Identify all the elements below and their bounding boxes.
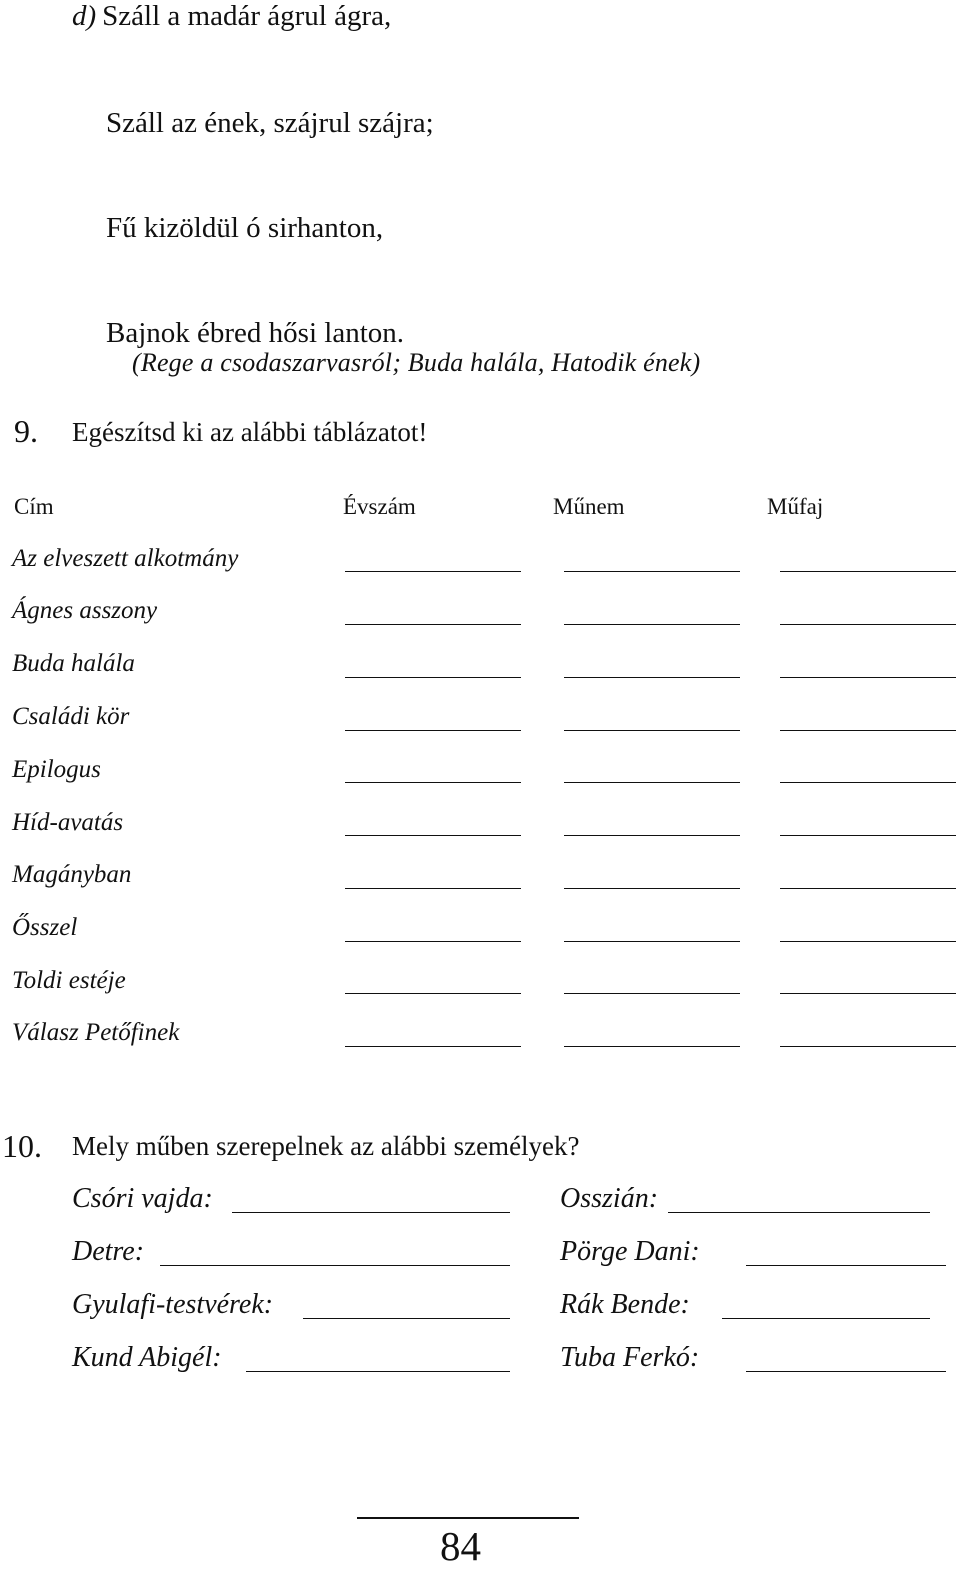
table-header-genre-class: Műnem — [553, 494, 625, 519]
exercise-9-instruction: Egészítsd ki az alábbi táblázatot! — [72, 417, 428, 447]
poem-label: d) — [72, 0, 97, 32]
genre-blank[interactable] — [780, 624, 956, 625]
work-answer-blank[interactable] — [668, 1212, 930, 1213]
table-row-title: Epilogus — [12, 756, 101, 783]
page-number: 84 — [440, 1523, 481, 1569]
table-row-title: Családi kör — [12, 703, 130, 730]
work-answer-blank[interactable] — [722, 1318, 930, 1319]
year-blank[interactable] — [345, 677, 521, 678]
genre-blank[interactable] — [780, 835, 956, 836]
year-blank[interactable] — [345, 888, 521, 889]
year-blank[interactable] — [345, 835, 521, 836]
poem-line-4: Bajnok ébred hősi lanton. — [106, 317, 405, 349]
character-label: Gyulafi-testvérek: — [72, 1289, 274, 1320]
work-answer-blank[interactable] — [746, 1265, 946, 1266]
genre-class-blank[interactable] — [564, 1046, 740, 1047]
character-label: Rák Bende: — [560, 1289, 690, 1320]
year-blank[interactable] — [345, 1046, 521, 1047]
genre-blank[interactable] — [780, 941, 956, 942]
year-blank[interactable] — [345, 941, 521, 942]
genre-blank[interactable] — [780, 993, 956, 994]
page-number-rule — [357, 1517, 579, 1519]
work-answer-blank[interactable] — [232, 1212, 510, 1213]
character-label: Csóri vajda: — [72, 1183, 213, 1214]
genre-class-blank[interactable] — [564, 993, 740, 994]
poem-line-1 — [72, 0, 391, 33]
table-row-title: Híd-avatás — [12, 809, 124, 836]
genre-blank[interactable] — [780, 782, 956, 783]
table-row-title: Válasz Petőfinek — [12, 1019, 180, 1046]
table-row-title: Buda halála — [12, 650, 135, 677]
character-label: Kund Abigél: — [72, 1342, 222, 1373]
year-blank[interactable] — [345, 730, 521, 731]
year-blank[interactable] — [345, 993, 521, 994]
genre-blank[interactable] — [780, 888, 956, 889]
genre-class-blank[interactable] — [564, 730, 740, 731]
poem-source: (Rege a csodaszarvasról; Buda halála, Hatodik ének) — [132, 348, 701, 377]
genre-blank[interactable] — [780, 730, 956, 731]
table-row-title: Toldi estéje — [12, 967, 126, 994]
genre-blank[interactable] — [780, 677, 956, 678]
genre-class-blank[interactable] — [564, 624, 740, 625]
work-answer-blank[interactable] — [246, 1371, 510, 1372]
genre-class-blank[interactable] — [564, 782, 740, 783]
genre-blank[interactable] — [780, 1046, 956, 1047]
poem-line-1-text: Száll a madár ágrul ágra, — [102, 0, 392, 32]
character-label: Pörge Dani: — [560, 1236, 700, 1267]
genre-class-blank[interactable] — [564, 835, 740, 836]
character-label: Detre: — [72, 1236, 145, 1267]
work-answer-blank[interactable] — [160, 1265, 510, 1266]
year-blank[interactable] — [345, 571, 521, 572]
genre-class-blank[interactable] — [564, 571, 740, 572]
work-answer-blank[interactable] — [303, 1318, 510, 1319]
exercise-10-instruction: Mely műben szerepelnek az alábbi személyek? — [72, 1131, 580, 1161]
genre-class-blank[interactable] — [564, 677, 740, 678]
exercise-9-number: 9. — [14, 413, 38, 449]
year-blank[interactable] — [345, 624, 521, 625]
work-answer-blank[interactable] — [746, 1371, 946, 1372]
character-label: Osszián: — [560, 1183, 659, 1214]
table-header-title: Cím — [14, 494, 54, 519]
table-header-genre: Műfaj — [767, 494, 824, 519]
genre-class-blank[interactable] — [564, 941, 740, 942]
poem-line-3: Fű kizöldül ó sirhanton, — [106, 212, 384, 244]
genre-blank[interactable] — [780, 571, 956, 572]
poem-line-2: Száll az ének, szájrul szájra; — [106, 107, 434, 139]
table-header-year: Évszám — [343, 494, 416, 519]
table-row-title: Ágnes asszony — [12, 597, 158, 624]
character-label: Tuba Ferkó: — [560, 1342, 700, 1373]
table-row-title: Ősszel — [12, 914, 78, 941]
year-blank[interactable] — [345, 782, 521, 783]
table-row-title: Magányban — [12, 861, 132, 888]
exercise-10-number: 10. — [2, 1128, 42, 1164]
genre-class-blank[interactable] — [564, 888, 740, 889]
table-row-title: Az elveszett alkotmány — [12, 545, 239, 572]
